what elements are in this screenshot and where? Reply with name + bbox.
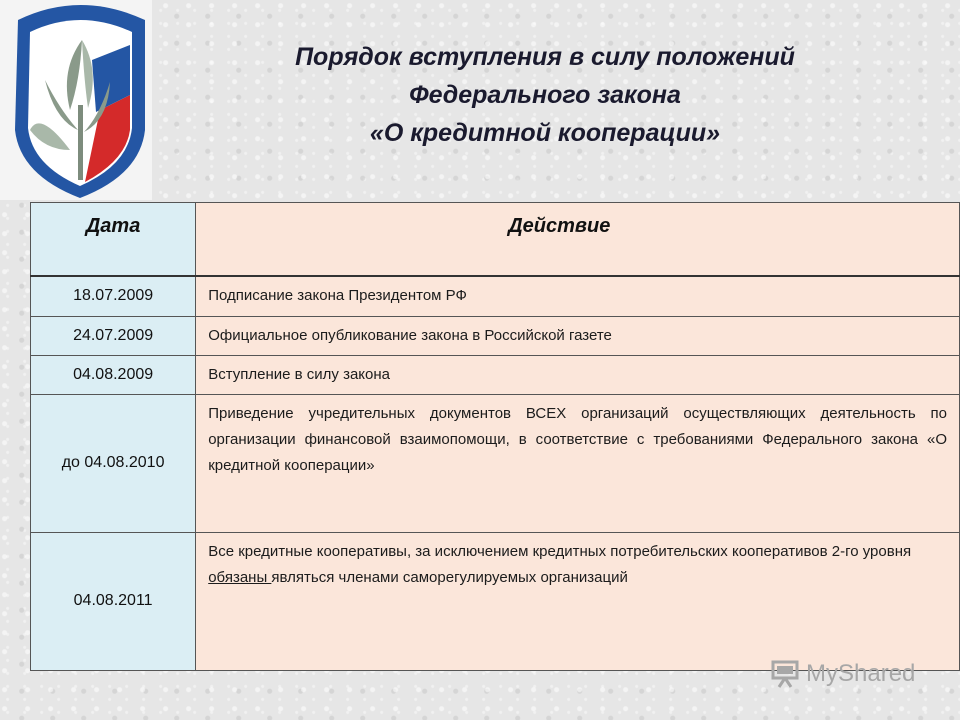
slide-title: [190, 38, 900, 152]
title-line-2: Федерального закона: [409, 81, 681, 109]
table-header-row: [31, 203, 960, 277]
row-date: 24.07.2009: [31, 316, 196, 355]
action-text-pre: Все кредитные кооперативы, за исключением кредитных потребительских кооперативов 2-го уровня: [208, 542, 912, 560]
row-date: 18.07.2009: [31, 276, 196, 316]
table-row: [31, 276, 960, 316]
schedule-table: [30, 202, 960, 671]
action-text-underlined: обязаны: [208, 568, 272, 586]
table-row: [31, 355, 960, 394]
row-action: Вступление в силу закона: [196, 355, 960, 394]
trade-union-emblem-icon: [0, 0, 152, 200]
header-action: Действие: [196, 203, 960, 277]
title-line-3: «О кредитной кооперации»: [369, 119, 721, 147]
action-text-post: являться членами саморегулируемых организаций: [271, 568, 628, 586]
row-date: 04.08.2009: [31, 355, 196, 394]
row-date: до 04.08.2010: [31, 394, 196, 532]
table-row: [31, 316, 960, 355]
watermark: [770, 656, 930, 692]
title-line-1: Порядок вступления в силу положений: [295, 43, 795, 71]
logo: [0, 0, 152, 200]
row-action: Приведение учредительных документов ВСЕХ организаций осуществляющих деятельность по организации финансовой взаимопомощи, в соответствие с требованиями Федерального закона «О кредитной кооперации»: [196, 394, 960, 532]
table-row: [31, 532, 960, 670]
row-action: Официальное опубликование закона в Российской газете: [196, 316, 960, 355]
row-action: Подписание закона Президентом РФ: [196, 276, 960, 316]
header-date: Дата: [31, 203, 196, 277]
table-row: [31, 394, 960, 532]
presentation-icon: [770, 658, 800, 688]
row-date: 04.08.2011: [31, 532, 196, 670]
watermark-text: MyShared: [806, 660, 916, 687]
row-action: [196, 532, 960, 670]
